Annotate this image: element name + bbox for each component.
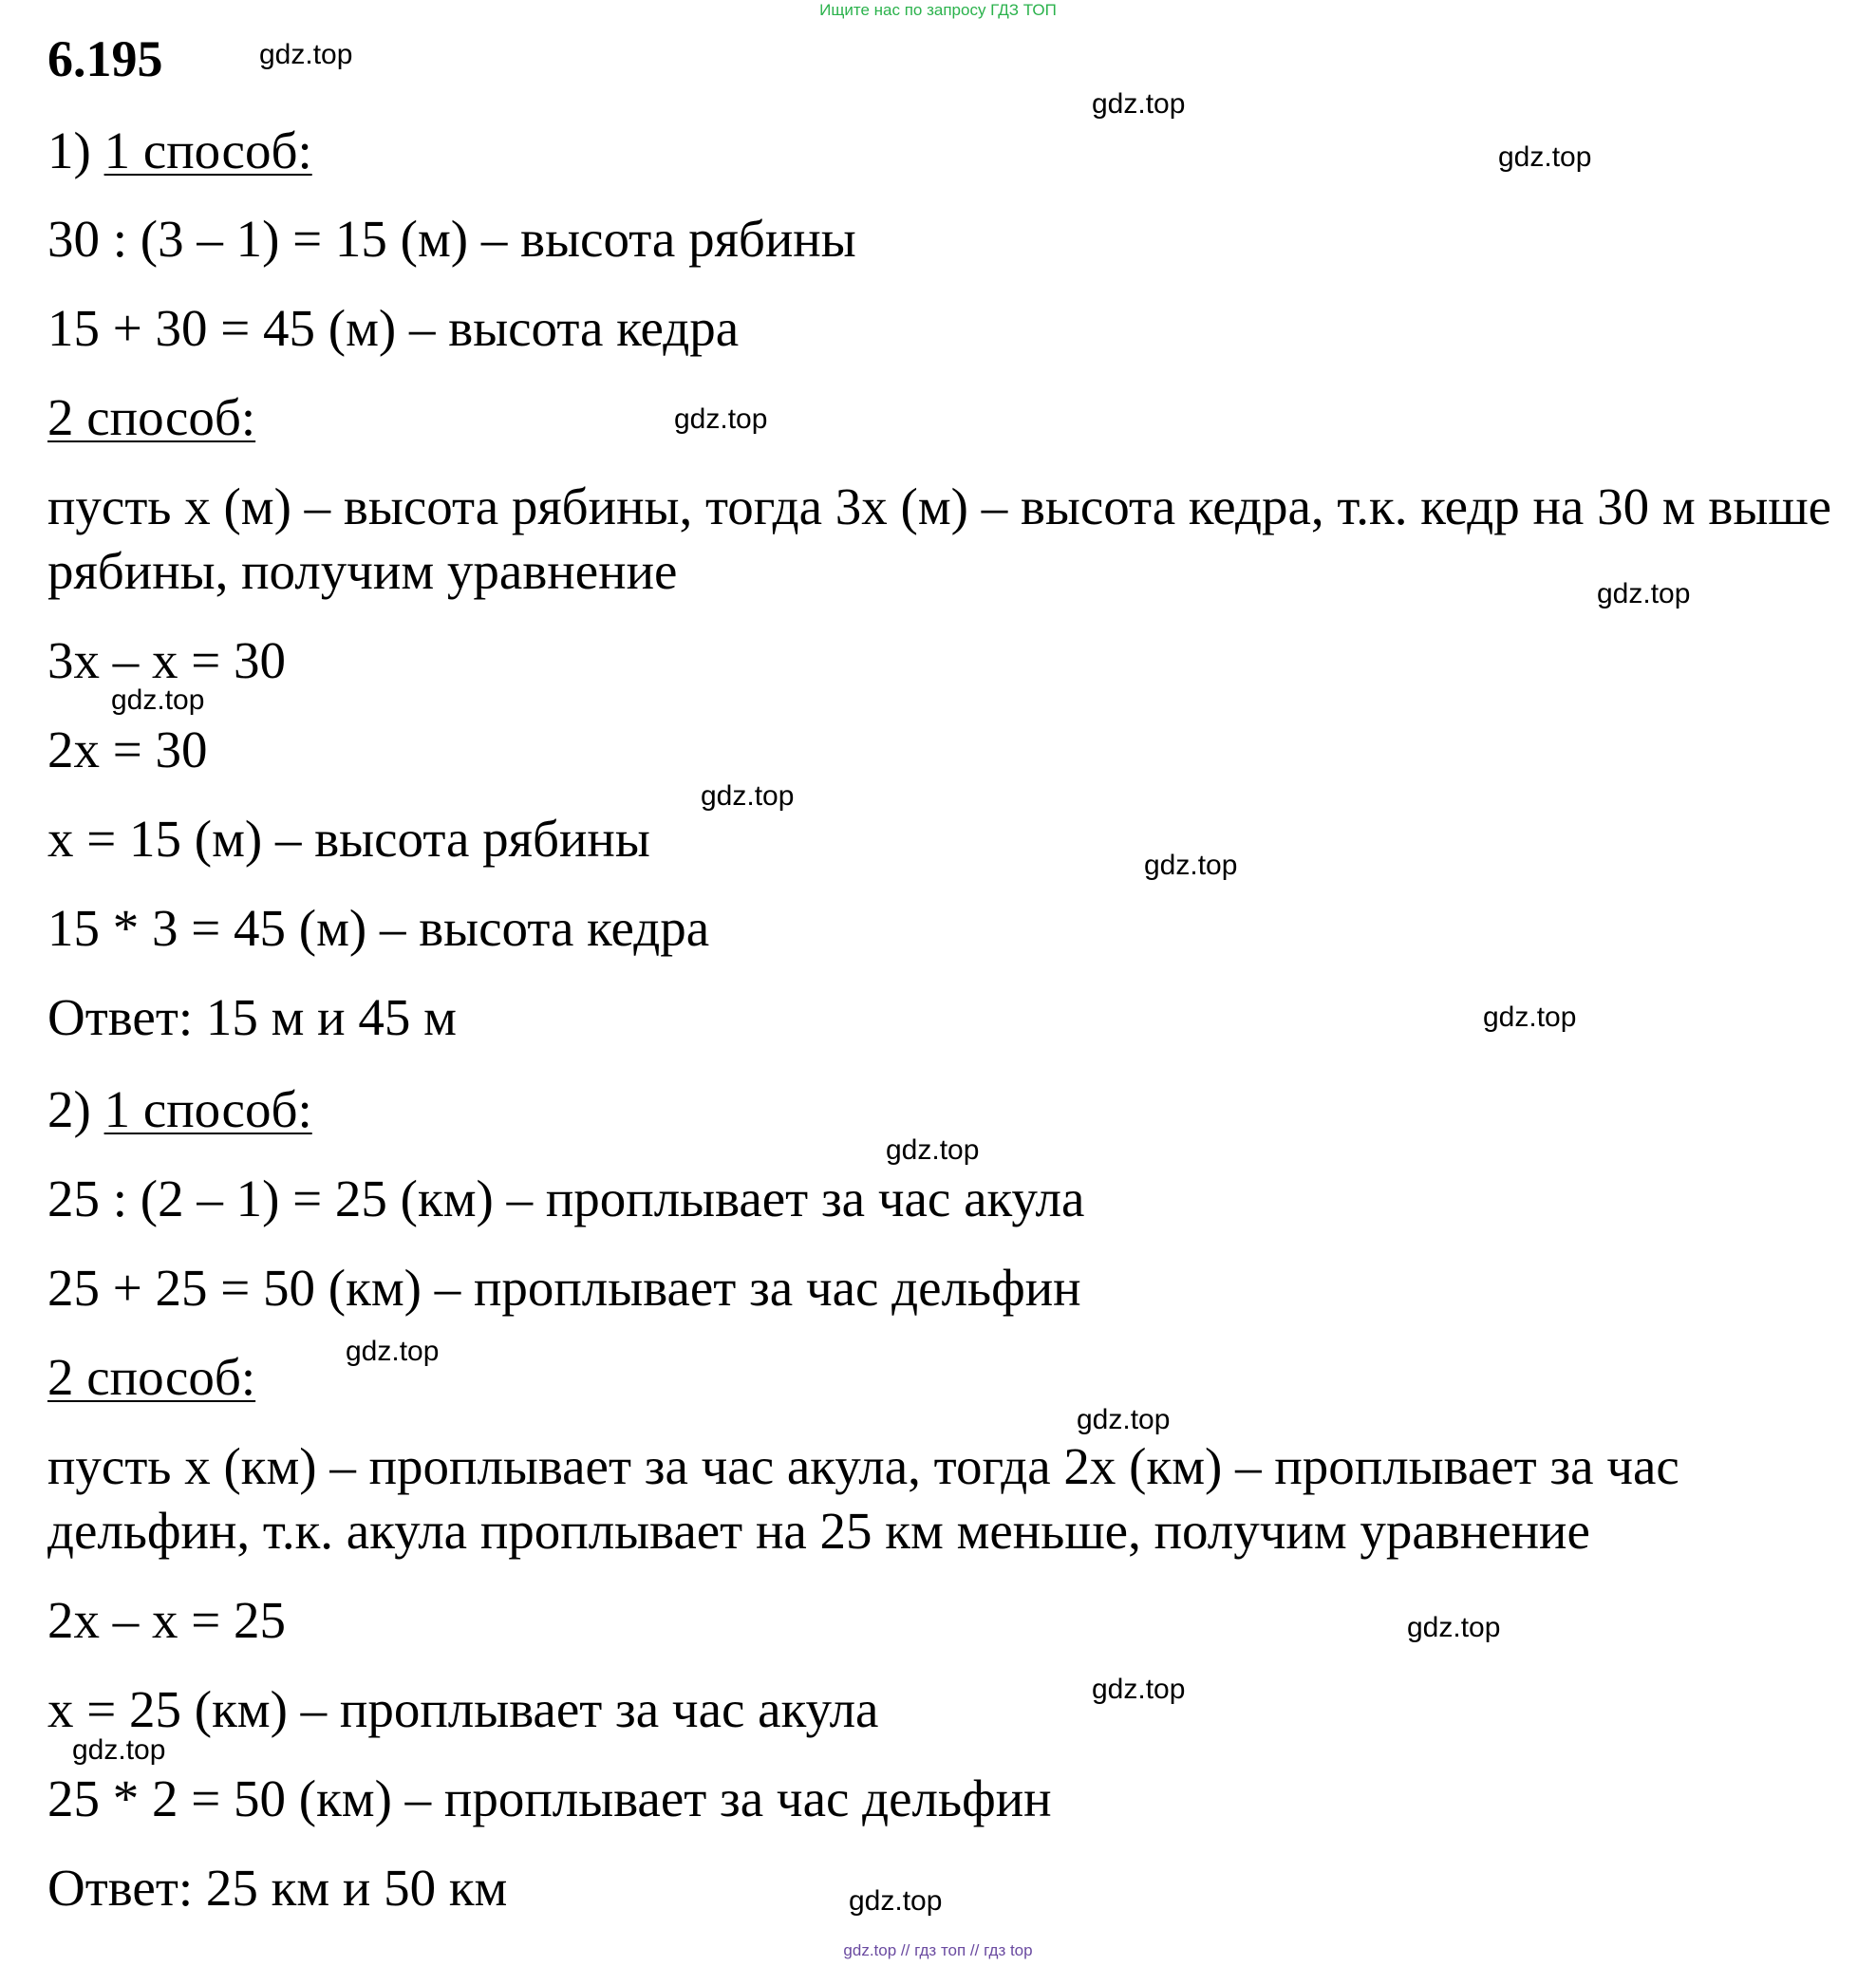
part1-equation: 3х – х = 30	[47, 631, 287, 689]
watermark: gdz.top	[701, 780, 795, 812]
part1-equation: 15 * 3 = 45 (м) – высота кедра	[47, 899, 710, 957]
watermark: gdz.top	[1092, 88, 1186, 120]
watermark: gdz.top	[259, 39, 353, 70]
part2-method2-text: пусть х (км) – проплывает за час акула, тогда 2х (км) – проплывает за час дельфин, т.к. акула проплывает на 25 км меньше, получим уравнение	[47, 1437, 1679, 1560]
part2-method1-line: 25 + 25 = 50 (км) – проплывает за час дельфин	[47, 1259, 1081, 1317]
watermark: gdz.top	[849, 1885, 943, 1917]
search-banner: Ищите нас по запросу ГДЗ ТОП	[819, 1, 1057, 19]
part2-equation: 2х – х = 25	[47, 1591, 287, 1649]
watermark: gdz.top	[1077, 1404, 1171, 1435]
part1-method1-line: 30 : (3 – 1) = 15 (м) – высота рябины	[47, 210, 856, 268]
part1-method1-line: 15 + 30 = 45 (м) – высота кедра	[47, 299, 740, 357]
part2-method1-label: 1 способ:	[103, 1080, 312, 1138]
part1-method2-label: 2 способ:	[47, 388, 256, 446]
footer-links: gdz.top // гдз топ // гдз top	[843, 1941, 1033, 1959]
part1-method1-label: 1 способ:	[103, 122, 312, 179]
part2-method2-label: 2 способ:	[47, 1348, 256, 1406]
watermark: gdz.top	[674, 403, 768, 435]
part2-equation: х = 25 (км) – проплывает за час акула	[47, 1680, 879, 1738]
part2-number: 2)	[47, 1080, 104, 1138]
watermark: gdz.top	[1407, 1612, 1501, 1643]
watermark: gdz.top	[1483, 1002, 1577, 1033]
part1-method2-text: пусть х (м) – высота рябины, тогда 3х (м) – высота кедра, т.к. кедр на 30 м выше рябины, получим уравнение	[47, 477, 1832, 600]
part2-header	[47, 1077, 312, 1142]
part2-method1-line: 25 : (2 – 1) = 25 (км) – проплывает за час акула	[47, 1170, 1085, 1227]
exercise-number: 6.195	[47, 30, 163, 87]
part1-header	[47, 119, 312, 183]
watermark: gdz.top	[886, 1134, 980, 1166]
part1-equation: 2х = 30	[47, 721, 208, 778]
watermark: gdz.top	[346, 1336, 440, 1367]
watermark: gdz.top	[1597, 578, 1691, 609]
watermark: gdz.top	[1144, 850, 1238, 881]
watermark: gdz.top	[1092, 1674, 1186, 1705]
part1-equation: х = 15 (м) – высота рябины	[47, 810, 650, 868]
watermark: gdz.top	[111, 684, 205, 716]
part1-answer: Ответ: 15 м и 45 м	[47, 988, 457, 1046]
part1-number: 1)	[47, 122, 104, 179]
part2-answer: Ответ: 25 км и 50 км	[47, 1859, 508, 1917]
watermark: gdz.top	[1498, 141, 1592, 173]
watermark: gdz.top	[72, 1734, 166, 1766]
part2-equation: 25 * 2 = 50 (км) – проплывает за час дельфин	[47, 1769, 1052, 1827]
